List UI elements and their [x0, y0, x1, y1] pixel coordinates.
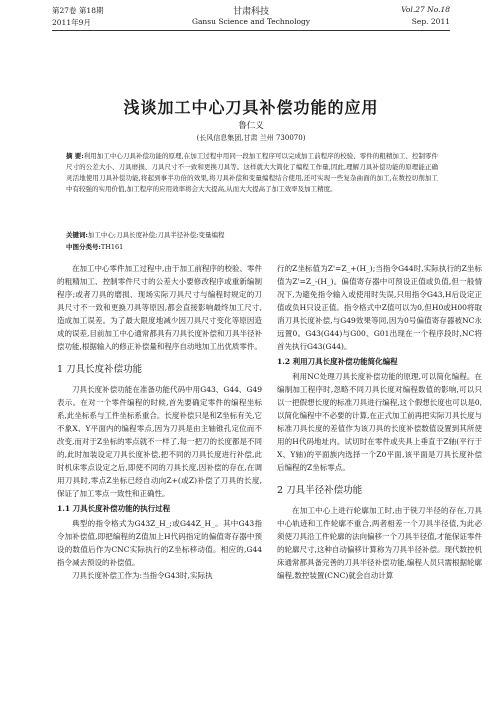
- subsection-paragraph: 典型的指令格式为G43Z_H_;或G44Z_H_。其中G43指令加补偿值,即把编程的Z值加上H代码指定的偏值寄存器中预设的数值后作为CNC实际执行的Z坐标移动值。相应的,G44指令减去预设的补偿值。: [57, 519, 262, 567]
- subsection-paragraph: 利用NC处理刀具长度补偿功能的原理,可以简化编程。在编制加工程序时,忽略不同刀具长度对编程数值的影响,可以只以一把假想长度的标准刀具进行编程,这个假想长度也可以是0,以简化编程中不必要的计算,在正式加工前再把实际刀具长度与标准刀具长度的差值作为该刀具的长度补偿数值设置到其所使用的H代码地址内。试切时在零件或夹具上垂直于Z轴(平行于X、Y轴)的平面族内选择一个Z0平面,该平面是刀具长度补偿后编程的Z坐标零点。: [277, 372, 482, 472]
- left-column: [57, 262, 262, 582]
- continued-paragraph: 行的Z坐标值为Z'=Z_+(H_);当指令G44时,实际执行的Z坐标值为Z'=Z_-(H_)。偏值寄存器中可预设正值或负值,但一般情况下,为避免指令输入或使用时失误,只用指令G43,H后设定正值或负H只设正值。指令格式中Z值可以为0,但H0或H00将取消刀具长度补偿,与G49效果等同,因为0号偏值寄存器被NC永远置0。G43(G44)与G00、G01出现在一个程序段时,NC将首先执行G43(G44)。: [277, 264, 482, 351]
- date-label: 2011年9月: [52, 18, 91, 27]
- abstract-label: 摘 要:: [66, 152, 84, 160]
- section-heading: 2 刀具半径补偿功能: [277, 485, 363, 496]
- section-paragraph: 刀具长度补偿功能在准备功能代码中用G43、G44、G49表示。在对一个零件编程的时候,首先要确定零件的编程坐标系,此坐标系与工件坐标系重合。长度补偿只是和Z坐标有关,它不象X、Y平面内的编程零点,因为刀具是由主轴锥孔定位而不改变,而对于Z坐标的零点就不一样了,每一把刀的长度都是不同的,此时加装设定刀具长度补偿,把不同的刀具长度进行补偿,此时机床零点设定之后,即使不同的刀具长度,因补偿的存在,在调用刀具时,零点Z坐标已经自动向Z+(或Z)补偿了刀具的长度,保证了加工零点一致性和正确性。: [57, 385, 262, 498]
- right-column: [277, 262, 482, 582]
- running-header: [52, 4, 450, 31]
- classification-label: 中图分类号:: [66, 243, 101, 251]
- issue-label: 第27卷 第18期: [52, 6, 104, 15]
- affiliation: (长风信息集团,甘肃 兰州 730070): [196, 134, 306, 142]
- intro-paragraph: 在加工中心零件加工过程中,由于加工前程序的校验、零件的粗精加工、控制零件尺寸的公差大小要修改程序或重新编制程序;或者刀具的磨损、现场实际刀具尺寸与编程时规定的刀具尺寸不一致和更换刀具等原因,都会直接影响最终加工尺寸,造成加工误差。为了最大限度地减少因刀具尺寸变化等原因造成的误差,目前加工中心通常都具有刀具长度补偿和刀具半径补偿功能,根据输入的修正补偿量和程序自动地加工出优质零件。: [57, 264, 262, 351]
- abstract: [66, 151, 438, 195]
- keywords-text: 加工中心;刀具长度补偿;刀具半径补偿;变量编程: [87, 231, 225, 239]
- section-heading: 1 刀具长度补偿功能: [57, 364, 143, 375]
- subsection-paragraph: 刀具长度补偿工作为:当指令G43时,实际执: [72, 571, 213, 580]
- section-paragraph: 在加工中心上进行轮廓加工时,由于铣刀半径的存在,刀具中心轨迹和工件轮廓不重合,两者相差一个刀具半径值,为此必须使刀具沿工件轮廓的法向偏移一个刀具半径值,才能保证零件的轮廓尺寸,这种自动偏移计算称为刀具半径补偿。现代数控机床通常都具备完善的刀具半径补偿功能,编程人员只需根据轮廓编程,数控装置(CNC)就会自动计算: [277, 506, 482, 580]
- keywords: [66, 230, 438, 239]
- subsection-heading: 1.2 利用刀具长度补偿功能简化编程: [277, 357, 398, 366]
- abstract-text: 利用加工中心刀具补偿功能的原理,在加工过程中用同一段加工程序可以完成加工前程序的校验、零件的粗精加工、控制零件尺寸的公差大小、刀具磨损、刀具尺寸不一致和更换刀具等。这样就大大简化了编程工作量,因此,理解刀具补偿功能的原理能正确灵活地使用刀具补偿功能,将起到事半功倍的效果,将刀具补偿和变量编程结合使用,还可实现一些复杂曲面的加工,在数控切削加工中有较强的实用价值,加工程序的应用效率将会大大提高,从而大大提高了加工效率及加工精度。: [66, 152, 438, 193]
- journal-name: 甘肃科技: [232, 7, 269, 17]
- journal-english-name: Gansu Science and Technology: [191, 17, 311, 26]
- subsection-heading: 1.1 刀具长度补偿功能的执行过程: [57, 504, 171, 513]
- month-label: Sep. 2011: [411, 17, 450, 26]
- author: 鲁仁义: [238, 121, 264, 131]
- article-title: 浅谈加工中心刀具补偿功能的应用: [123, 98, 379, 117]
- classification: [66, 242, 438, 251]
- classification-number: TH161: [100, 243, 124, 251]
- keywords-label: 关键词:: [66, 231, 88, 239]
- volume-label: Vol.27 No.18: [401, 5, 450, 14]
